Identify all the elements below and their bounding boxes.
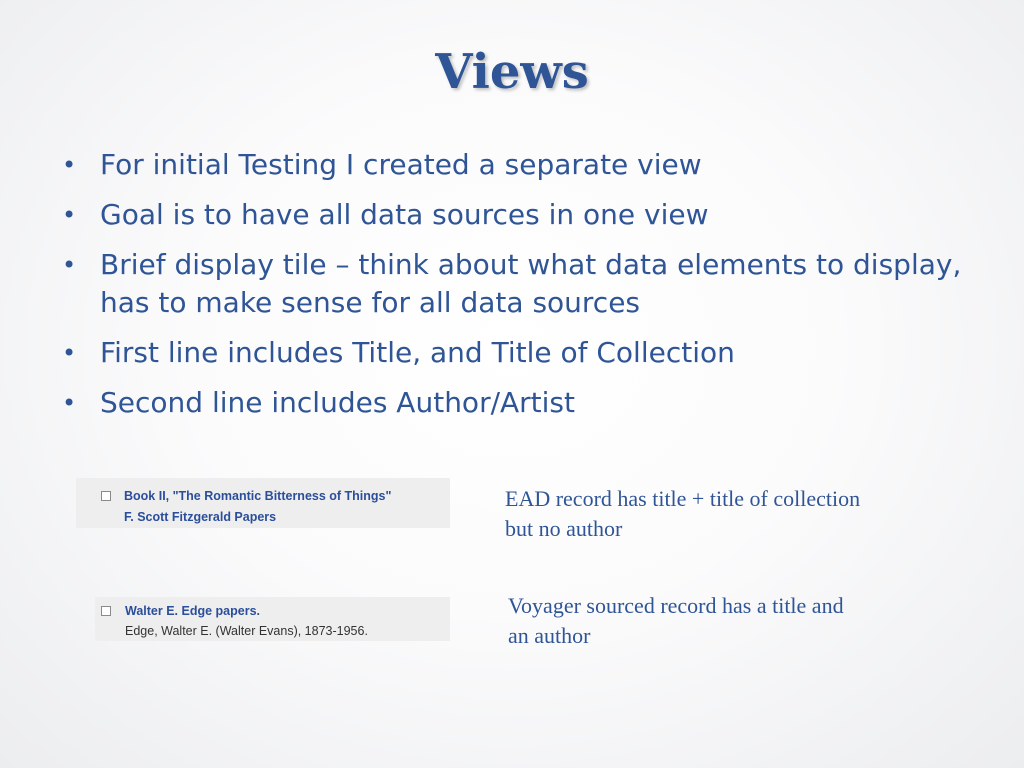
ead-record-screenshot: [76, 478, 450, 528]
bullet-icon: •: [62, 251, 77, 279]
bullet-text: Second line includes Author/Artist: [100, 386, 576, 419]
bullet-icon: •: [62, 389, 77, 417]
bullet-text: First line includes Title, and Title of Collection: [100, 336, 735, 369]
bullet-icon: •: [62, 339, 77, 367]
bullet-item: [62, 246, 962, 322]
record-checkbox[interactable]: [101, 606, 111, 616]
voyager-record-title[interactable]: Walter E. Edge papers.: [125, 604, 260, 618]
voyager-record-screenshot: [95, 597, 450, 641]
bullet-item: [62, 384, 962, 422]
ead-record-collection: F. Scott Fitzgerald Papers: [124, 510, 277, 524]
bullet-icon: •: [62, 151, 77, 179]
voyager-caption: Voyager sourced record has a title and an author: [508, 593, 844, 648]
bullet-list: [62, 146, 962, 434]
ead-caption: EAD record has title + title of collection but no author: [505, 486, 861, 541]
bullet-item: [62, 334, 962, 372]
ead-record-title[interactable]: Book II, "The Romantic Bitterness of Things": [124, 489, 392, 503]
slide-title: Views: [435, 44, 589, 100]
bullet-item: [62, 146, 962, 184]
voyager-record-author: Edge, Walter E. (Walter Evans), 1873-1956.: [125, 624, 368, 638]
bullet-icon: •: [62, 201, 77, 229]
record-checkbox[interactable]: [101, 491, 111, 501]
bullet-item: [62, 196, 962, 234]
bullet-text: For initial Testing I created a separate view: [100, 148, 702, 181]
bullet-text: Brief display tile – think about what data elements to display, has to make sense for all data sources: [100, 248, 962, 319]
bullet-text: Goal is to have all data sources in one view: [100, 198, 709, 231]
